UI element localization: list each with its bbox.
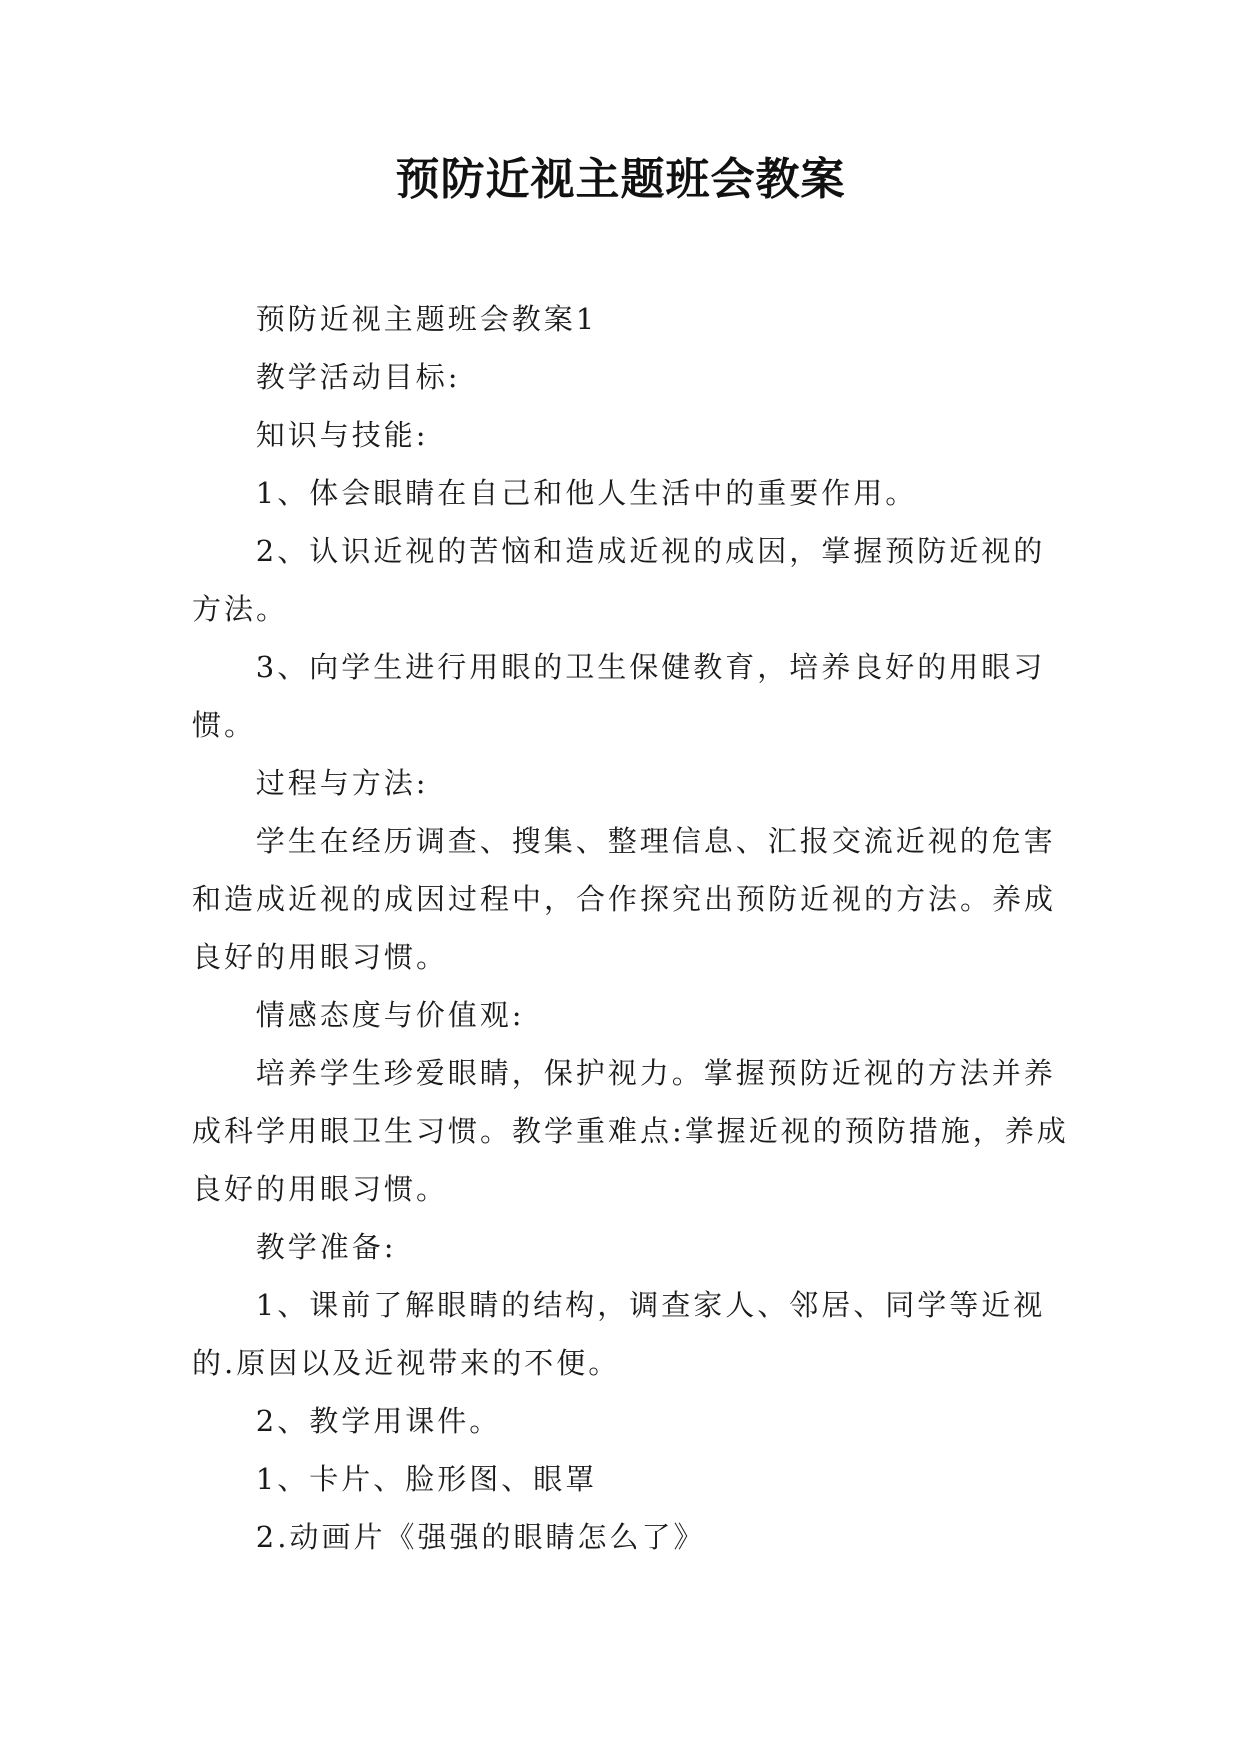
paragraph-attitude-body: 培养学生珍爱眼睛，保护视力。掌握预防近视的方法并养成科学用眼卫生习惯。教学重难点:掌握近视的预防措施，养成良好的用眼习惯。 xyxy=(192,1056,1069,1206)
paragraph-materials-item-2: 2.动画片《强强的眼睛怎么了》 xyxy=(255,1520,706,1554)
paragraph-objectives-heading: 教学活动目标: xyxy=(255,360,461,394)
paragraph-process-body: 学生在经历调查、搜集、整理信息、汇报交流近视的危害和造成近视的成因过程中，合作探究出预防近视的方法。养成良好的用眼习惯。 xyxy=(192,824,1057,974)
paragraph-preparation-item-2: 2、教学用课件。 xyxy=(255,1404,502,1438)
paragraph-process-heading: 过程与方法: xyxy=(255,766,429,800)
document-body xyxy=(192,290,1072,1566)
paragraph-knowledge-item-3: 3、向学生进行用眼的卫生保健教育，培养良好的用眼习惯。 xyxy=(192,650,1046,742)
paragraph-knowledge-item-2: 2、认识近视的苦恼和造成近视的成因，掌握预防近视的方法。 xyxy=(192,534,1046,626)
paragraph-knowledge-heading: 知识与技能: xyxy=(255,418,429,452)
paragraph-materials-item-1: 1、卡片、脸形图、眼罩 xyxy=(255,1462,598,1496)
document-title: 预防近视主题班会教案 xyxy=(395,154,846,205)
paragraph-preparation-item-1: 1、课前了解眼睛的结构，调查家人、邻居、同学等近视的.原因以及近视带来的不便。 xyxy=(192,1288,1046,1380)
paragraph-heading: 预防近视主题班会教案1 xyxy=(255,302,598,336)
paragraph-knowledge-item-1: 1、体会眼睛在自己和他人生活中的重要作用。 xyxy=(255,476,918,510)
paragraph-preparation-heading: 教学准备: xyxy=(255,1230,397,1264)
paragraph-attitude-heading: 情感态度与价值观: xyxy=(255,998,525,1032)
